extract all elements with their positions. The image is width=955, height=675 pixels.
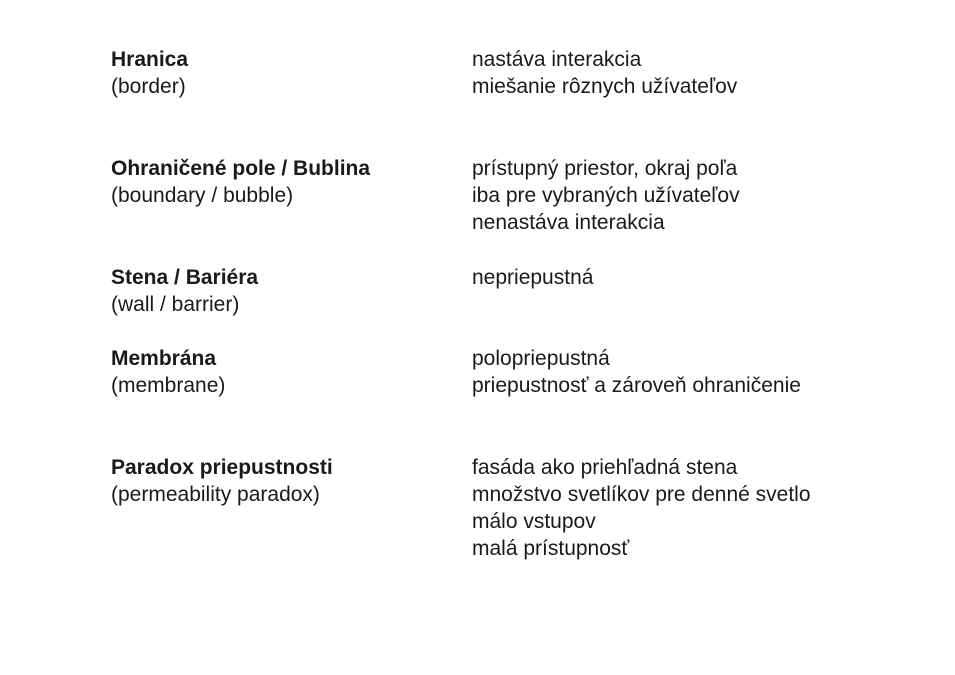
term xyxy=(111,155,461,209)
description xyxy=(472,46,942,100)
description xyxy=(472,264,942,291)
description-line: prístupný priestor, okraj poľa xyxy=(472,157,738,180)
description xyxy=(472,454,942,562)
description-line: množstvo svetlíkov pre denné svetlo xyxy=(472,483,811,506)
term-title: Ohraničené pole / Bublina xyxy=(111,157,371,180)
description-line: malá prístupnosť xyxy=(472,537,630,560)
description xyxy=(472,155,942,236)
description xyxy=(472,345,942,399)
description-line: nepriepustná xyxy=(472,266,594,289)
description-line: nastáva interakcia xyxy=(472,48,642,71)
term xyxy=(111,345,461,399)
term xyxy=(111,454,461,508)
description-line: iba pre vybraných užívateľov xyxy=(472,184,740,207)
description-line: priepustnosť a zároveň ohraničenie xyxy=(472,374,801,397)
term xyxy=(111,46,461,100)
description-line: málo vstupov xyxy=(472,510,596,533)
term-subtitle: (wall / barrier) xyxy=(111,293,240,316)
term-title: Membrána xyxy=(111,347,217,370)
description-line: miešanie rôznych užívateľov xyxy=(472,75,738,98)
term-subtitle: (membrane) xyxy=(111,374,226,397)
term xyxy=(111,264,461,318)
term-title: Hranica xyxy=(111,48,189,71)
term-title: Stena / Bariéra xyxy=(111,266,259,289)
description-line: polopriepustná xyxy=(472,347,610,370)
description-line: nenastáva interakcia xyxy=(472,211,665,234)
term-subtitle: (permeability paradox) xyxy=(111,483,320,506)
term-subtitle: (boundary / bubble) xyxy=(111,184,294,207)
term-title: Paradox priepustnosti xyxy=(111,456,333,479)
description-line: fasáda ako priehľadná stena xyxy=(472,456,738,479)
term-subtitle: (border) xyxy=(111,75,186,98)
